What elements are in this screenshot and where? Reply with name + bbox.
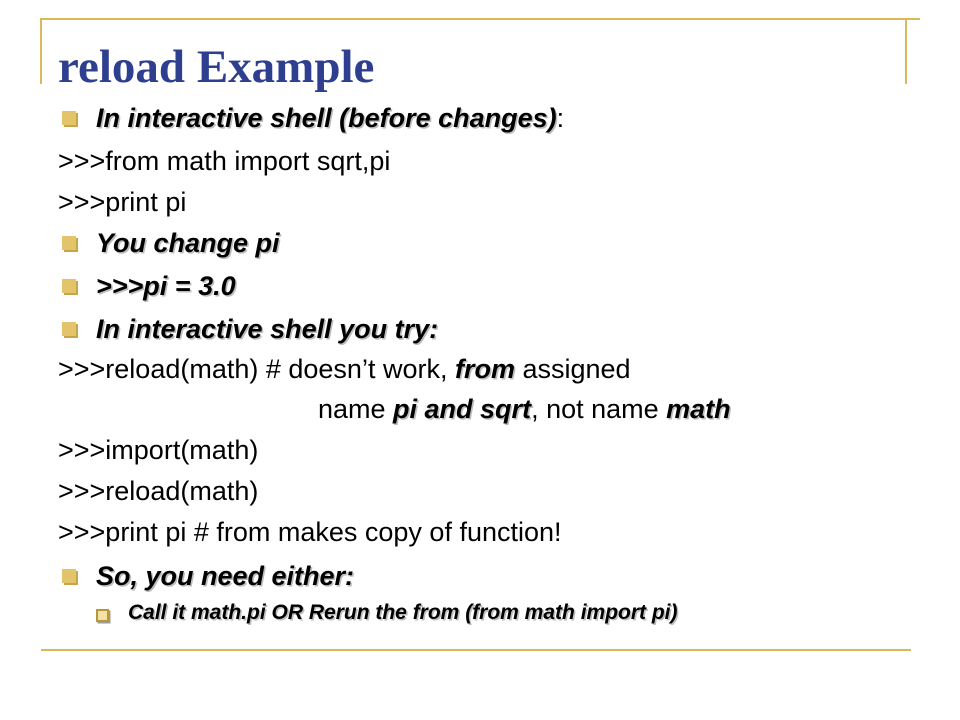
square-bullet-icon — [62, 322, 76, 336]
code-emphasis-from: from — [454, 354, 515, 384]
bullet-colon: : — [556, 103, 565, 133]
code-line-print-copy: >>>print pi # from makes copy of function! — [58, 517, 562, 547]
bullet-pi-assign: >>>pi = 3.0 — [96, 271, 236, 301]
hollow-square-bullet-icon — [96, 609, 109, 622]
code-emphasis-math: math — [666, 394, 731, 424]
square-bullet-icon — [62, 569, 76, 583]
code-line-import-math: >>>import(math) — [58, 435, 259, 465]
left-rule — [40, 18, 42, 84]
top-rule — [41, 18, 920, 20]
right-rule — [905, 18, 907, 84]
bottom-rule — [41, 649, 911, 651]
code-line-reload-comment — [58, 353, 631, 385]
slide-title: reload Example — [58, 41, 375, 93]
square-bullet-icon — [62, 111, 76, 125]
bullet-text: In interactive shell (before changes) — [96, 103, 557, 133]
code-emphasis-pi-sqrt: pi and sqrt — [393, 394, 532, 424]
code-segment: name — [318, 394, 394, 424]
bullet-change-pi: You change pi — [96, 228, 280, 258]
bullet-you-try: In interactive shell you try: — [96, 314, 439, 344]
bullet-before-changes — [96, 102, 564, 134]
code-line-print-pi: >>>print pi — [58, 187, 187, 217]
square-bullet-icon — [62, 279, 76, 293]
code-segment: >>>reload(math) # doesn’t work, — [58, 354, 455, 384]
bullet-you-need: So, you need either: — [96, 561, 355, 591]
code-line-import: >>>from math import sqrt,pi — [58, 146, 391, 176]
code-line-reload-math: >>>reload(math) — [58, 476, 259, 506]
code-segment: , not name — [531, 394, 667, 424]
code-segment: assigned — [514, 354, 631, 384]
sub-bullet-options: Call it math.pi OR Rerun the from (from math import pi) — [128, 601, 678, 624]
code-line-reload-explanation — [318, 393, 731, 425]
square-bullet-icon — [62, 236, 76, 250]
